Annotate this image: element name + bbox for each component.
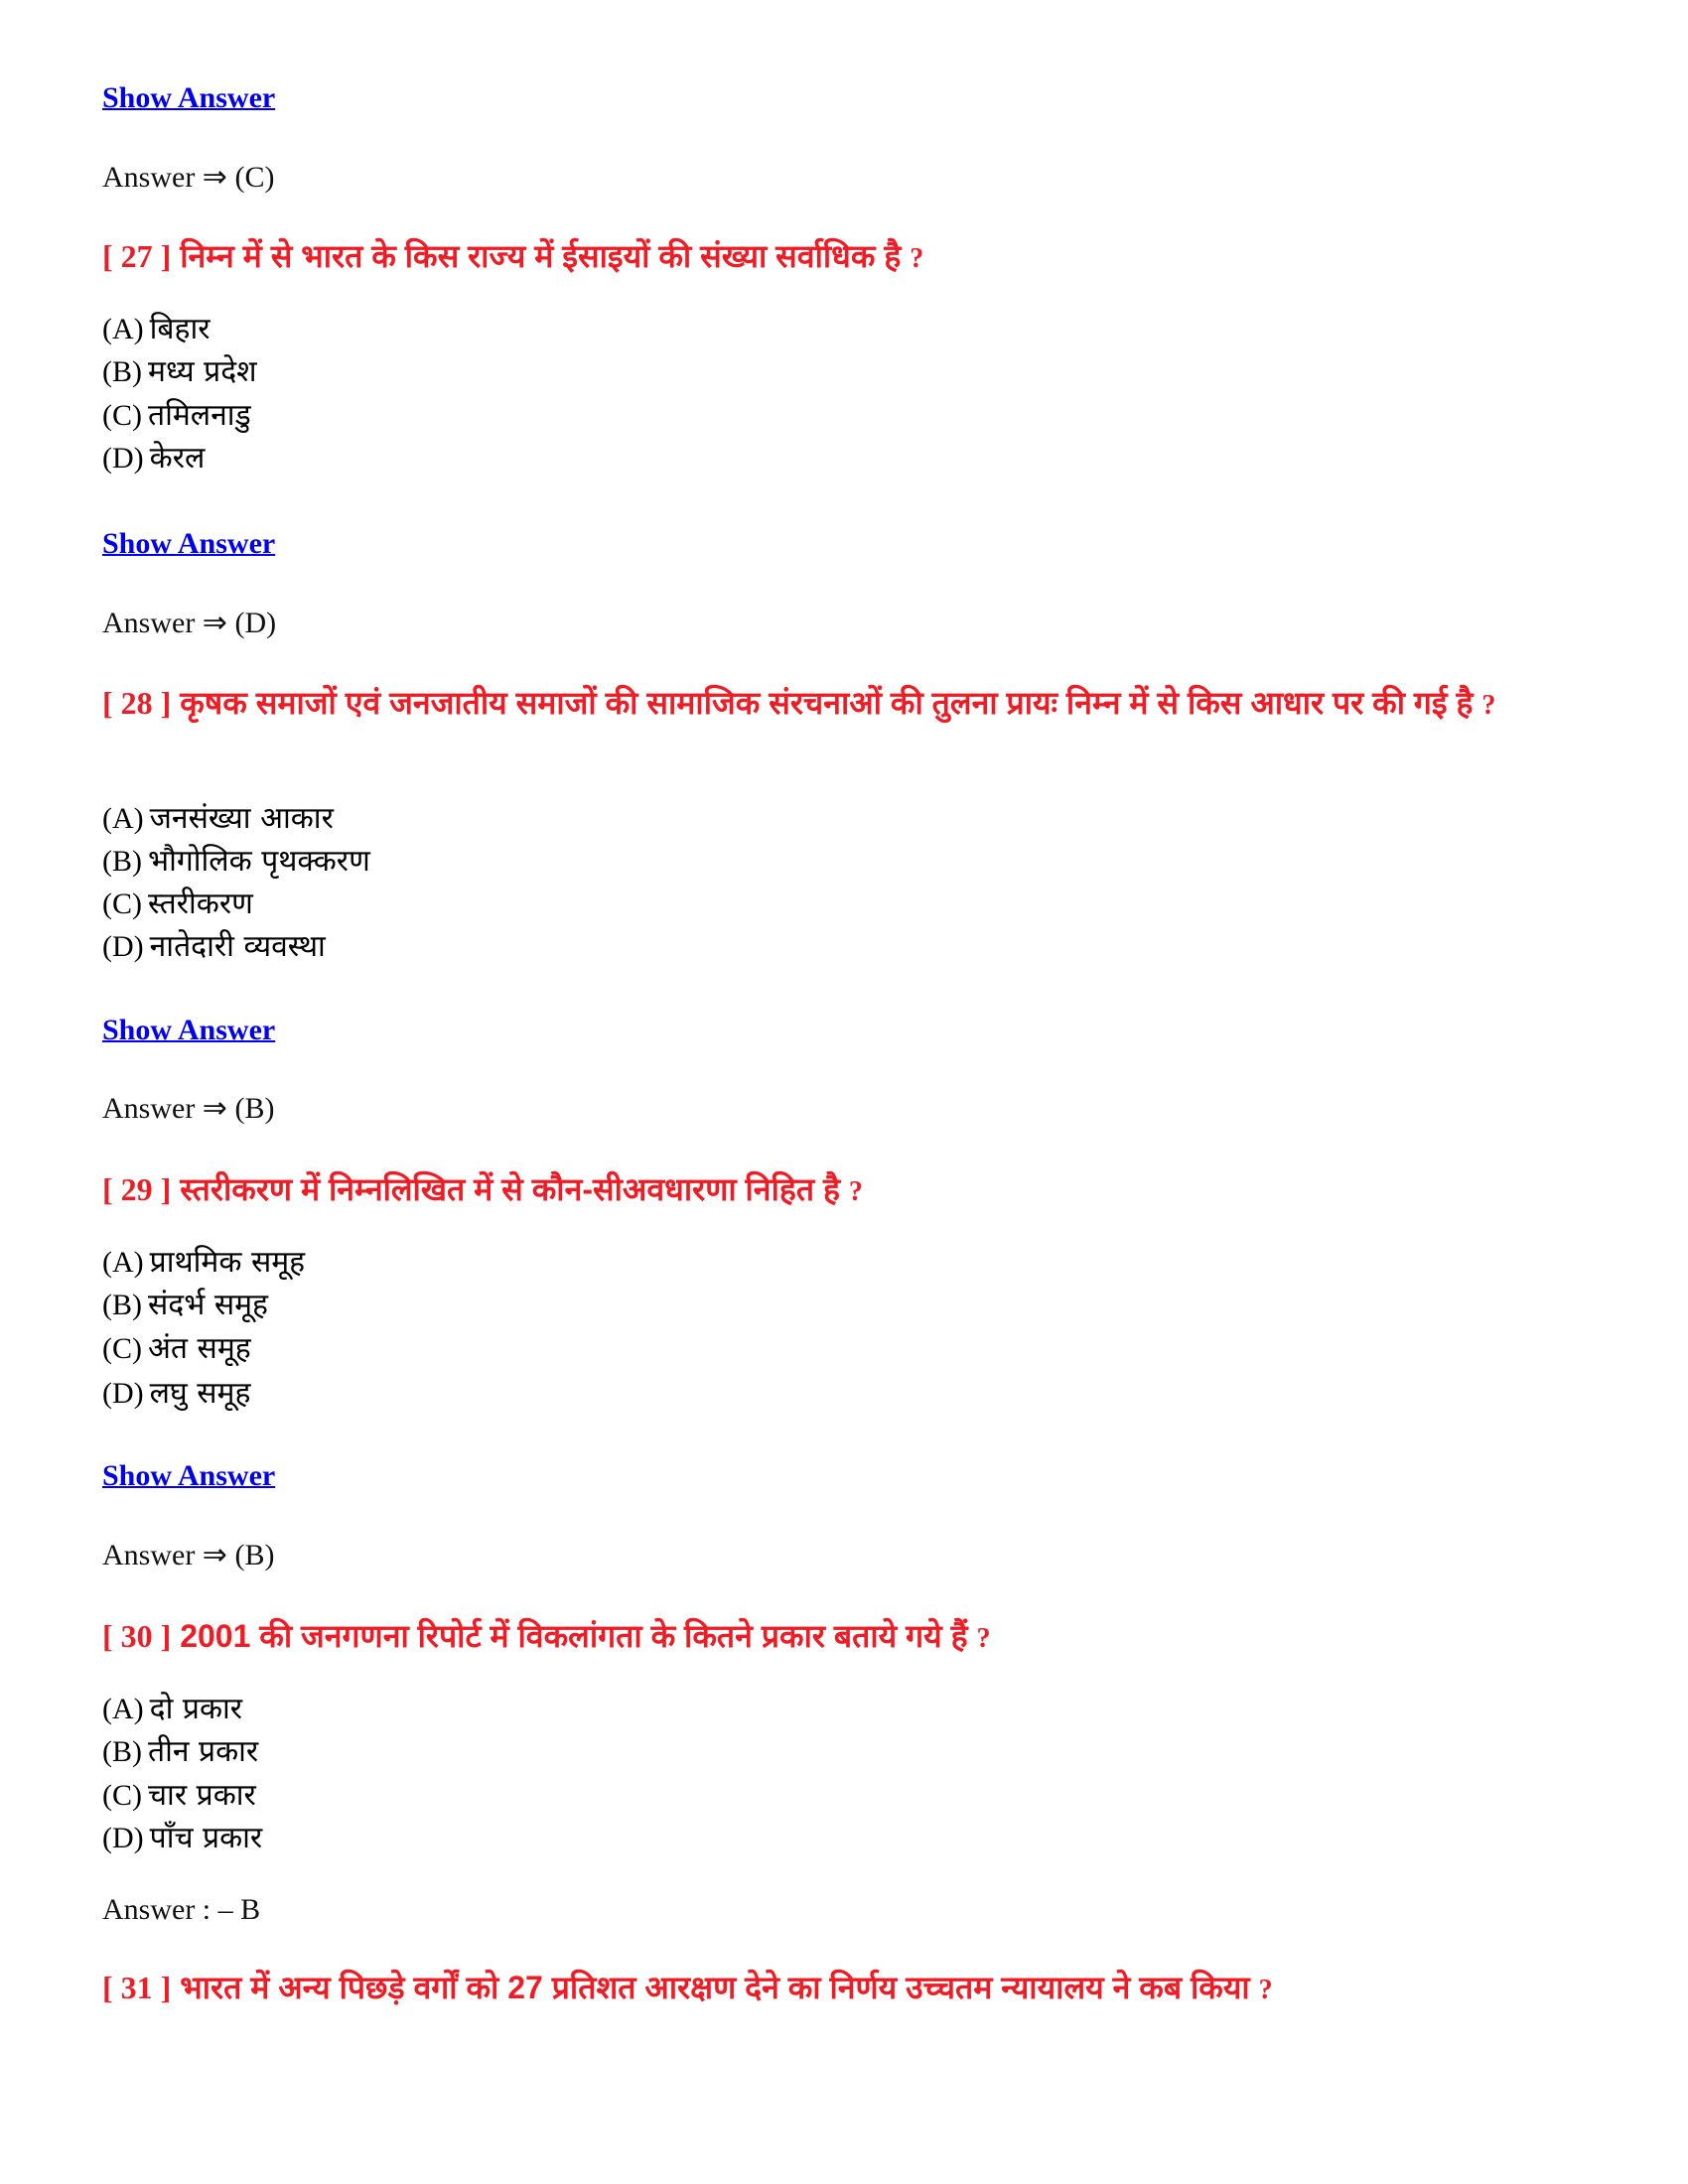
option-label: (A)	[102, 1693, 144, 1725]
option-label: (C)	[102, 399, 142, 432]
option-text: संदर्भ समूह	[148, 1288, 268, 1322]
option-text: अंत समूह	[148, 1331, 251, 1366]
question-text: 2001 की जनगणना रिपोर्ट में विकलांगता के कितने प्रकार बताये गये हैं	[180, 1618, 968, 1654]
answer-text: Answer : – B	[102, 1893, 261, 1926]
option-c	[102, 398, 251, 433]
option-text: प्राथमिक समूह	[149, 1245, 306, 1280]
question-mark: ?	[1481, 690, 1496, 721]
question-28	[102, 681, 1592, 728]
question-31	[102, 1966, 1592, 2012]
question-text: स्तरीकरण में निम्नलिखित में से कौन-सीअवधारणा निहित है	[180, 1171, 840, 1207]
answer-text: Answer ⇒ (B)	[102, 1539, 275, 1571]
option-text: तीन प्रकार	[148, 1734, 259, 1769]
option-text: नातेदारी व्यवस्था	[149, 929, 326, 964]
option-a	[102, 1245, 306, 1280]
answer-text: Answer ⇒ (C)	[102, 161, 275, 194]
option-a	[102, 312, 211, 346]
option-label: (A)	[102, 313, 144, 345]
option-c	[102, 1331, 251, 1366]
option-b	[102, 1734, 259, 1769]
option-text: दो प्रकार	[149, 1692, 243, 1726]
option-label: (A)	[102, 1246, 144, 1279]
option-text: लघु समूह	[149, 1376, 251, 1411]
option-a	[102, 801, 334, 836]
question-mark: ?	[1258, 1975, 1273, 2005]
option-label: (D)	[102, 1822, 144, 1854]
option-label: (D)	[102, 930, 144, 963]
option-text: चार प्रकार	[148, 1778, 256, 1813]
question-text: कृषक समाजों एवं जनजातीय समाजों की सामाजिक संरचनाओं की तुलना प्रायः निम्न में से किस आधार पर की गई है	[180, 685, 1474, 721]
option-label: (C)	[102, 887, 142, 920]
show-answer-link[interactable]: Show Answer	[102, 527, 276, 560]
option-text: मध्य प्रदेश	[148, 354, 257, 389]
option-text: बिहार	[149, 312, 211, 346]
option-label: (B)	[102, 845, 142, 878]
option-text: केरल	[149, 441, 206, 476]
show-answer-link[interactable]: Show Answer	[102, 1459, 276, 1492]
option-text: तमिलनाडु	[148, 398, 251, 433]
question-27	[102, 234, 1592, 281]
option-a	[102, 1692, 243, 1726]
option-label: (D)	[102, 442, 144, 475]
question-text: भारत में अन्य पिछड़े वर्गों को 27 प्रतिशत आरक्षण देने का निर्णय उच्चतम न्यायालय ने कब किया	[180, 1970, 1250, 2005]
option-label: (C)	[102, 1332, 142, 1365]
option-b	[102, 844, 370, 879]
question-number: [ 28 ]	[102, 685, 172, 721]
answer-text: Answer ⇒ (D)	[102, 607, 277, 639]
option-text: भौगोलिक पृथक्करण	[148, 844, 370, 879]
option-c	[102, 1778, 256, 1813]
option-d	[102, 929, 326, 964]
question-mark: ?	[976, 1623, 991, 1654]
option-label: (D)	[102, 1377, 144, 1410]
question-text: निम्न में से भारत के किस राज्य में ईसाइयों की संख्या सर्वाधिक है	[180, 238, 902, 274]
option-b	[102, 354, 257, 389]
option-d	[102, 1376, 251, 1411]
option-b	[102, 1288, 268, 1322]
question-30	[102, 1614, 1592, 1661]
question-mark: ?	[848, 1176, 863, 1207]
option-text: स्तरीकरण	[148, 887, 253, 921]
option-label: (B)	[102, 1735, 142, 1768]
option-label: (B)	[102, 1289, 142, 1321]
option-c	[102, 889, 253, 919]
question-29	[102, 1167, 1592, 1214]
show-answer-link[interactable]: Show Answer	[102, 1014, 276, 1046]
question-number: [ 29 ]	[102, 1171, 172, 1207]
option-label: (B)	[102, 355, 142, 388]
option-text: जनसंख्या आकार	[149, 801, 334, 836]
question-number: [ 31 ]	[102, 1970, 172, 2005]
option-label: (A)	[102, 802, 144, 835]
option-text: पाँच प्रकार	[149, 1821, 263, 1855]
question-number: [ 30 ]	[102, 1618, 172, 1654]
question-number: [ 27 ]	[102, 238, 172, 274]
show-answer-link[interactable]: Show Answer	[102, 81, 276, 114]
option-d	[102, 441, 206, 476]
question-mark: ?	[910, 243, 924, 274]
answer-text: Answer ⇒ (B)	[102, 1092, 275, 1125]
option-d	[102, 1821, 263, 1855]
option-label: (C)	[102, 1779, 142, 1812]
